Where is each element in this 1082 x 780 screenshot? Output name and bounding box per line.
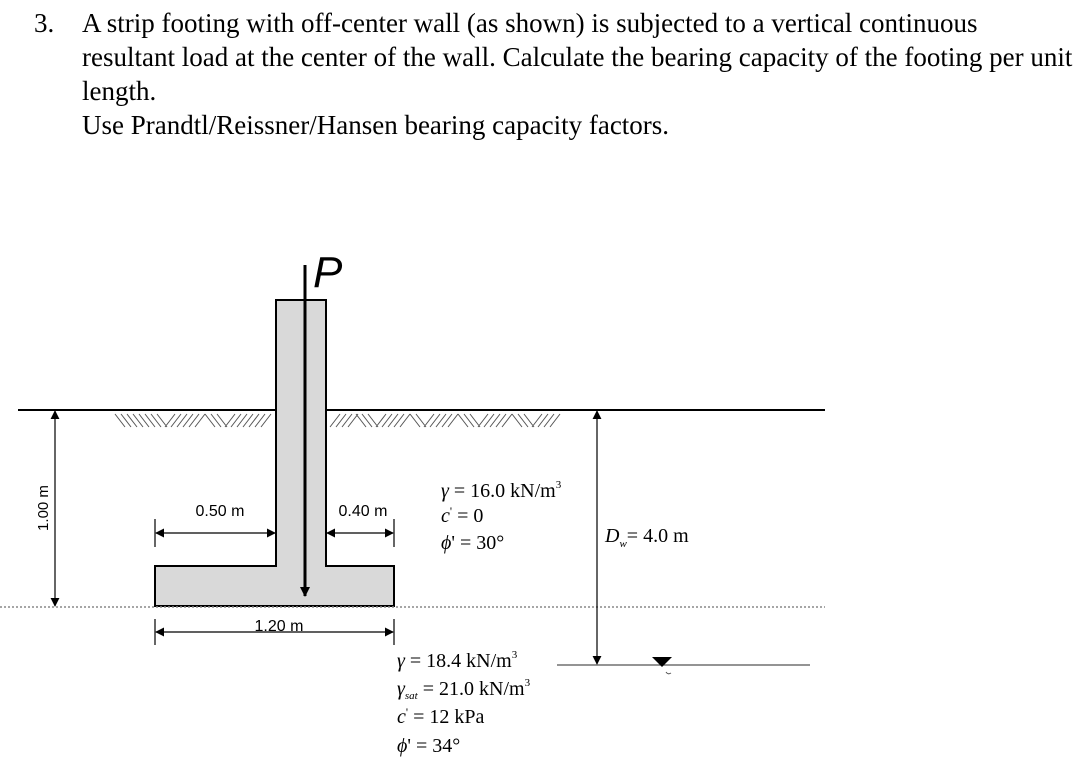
lower-soil-properties [397, 649, 531, 757]
upper-cohesion: c' = 0 [441, 504, 484, 527]
load-label: P [313, 248, 343, 297]
footing-concrete [155, 300, 394, 606]
wall-width-label: 0.40 m [338, 503, 388, 520]
problem-text: A strip footing with off-center wall (as shown) is subjected to a vertical continuous resultant load at the center of the wall. Calculate the bearing capacity of the footing per unit length. [82, 8, 1073, 106]
ground-hatch-left [115, 414, 271, 427]
problem-instruction: Use Prandtl/Reissner/Hansen bearing capacity factors. [82, 110, 670, 140]
water-depth-subscript: w [619, 538, 627, 550]
water-depth-label [604, 525, 689, 550]
problem-number: 3. [34, 8, 55, 38]
upper-gamma: γ = 16.0 $kN/m^3$ [441, 479, 562, 502]
upper-soil-properties [441, 479, 562, 554]
left-overhang-label: 0.50 m [195, 503, 245, 520]
water-depth-symbol: D [605, 525, 620, 547]
ground-hatch-right [330, 414, 560, 427]
lower-gamma-sat: $\gamma_{sat} = 21.0$ $kN/m^3$ [397, 677, 531, 702]
depth-label: 1.00 m [35, 485, 52, 531]
footing-width-label: 1.20 m [254, 618, 304, 635]
upper-friction-angle: ϕ' = 30° [441, 532, 505, 554]
lower-gamma: γ = 18.4 $kN/m^3$ [397, 649, 518, 672]
water-depth-value: = 4.0 m [626, 525, 689, 547]
lower-friction-angle: ϕ' = 34° [397, 735, 461, 757]
lower-cohesion: c' = 12 kPa [397, 705, 485, 728]
